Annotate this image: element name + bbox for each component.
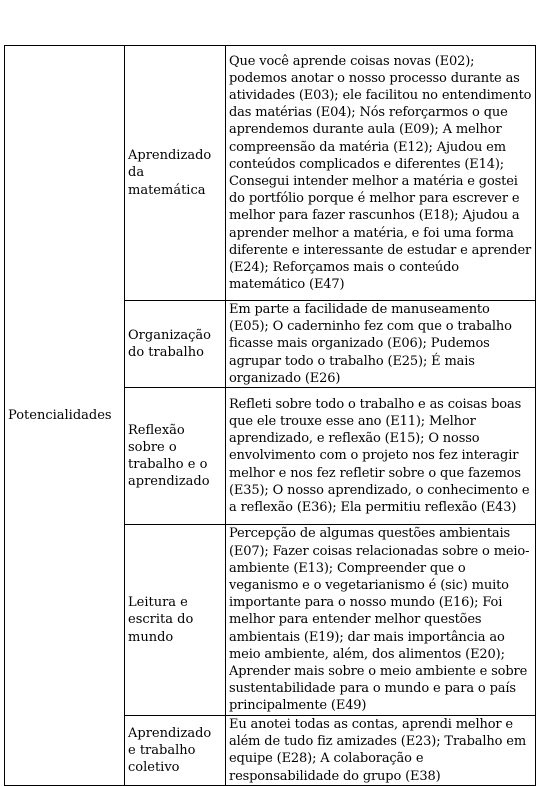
- description-text: Refleti sobre todo o trabalho e as coisas boas que ele trouxe esse ano (E11); Melhor aprendizado, e reflexão (E15); O nosso envolvimento com o projeto nos fez interagir melhor e nos fez refletir sobre o que fazemos (E35); O nosso aprendizado, o conhecimento e a reflexão (E36); Ela permitiu reflexão (E43): [229, 396, 530, 516]
- description-cell: [226, 46, 536, 301]
- description-text: Eu anotei todas as contas, aprendi melhor e além de tudo fiz amizades (E23); Trabalho em equipe (E28); A colaboração e responsabilidade do grupo (E38): [229, 717, 526, 784]
- description-text: Que você aprende coisas novas (E02); podemos anotar o nosso processo durante as atividades (E03); ele facilitou no entendimento das matérias (E04); Nós reforçarmos o que aprendemos durante aula (E09); A melhor compreensão da matéria (E12); Ajudou em conteúdos complicados e diferentes (E14); Consegui intender melhor a matéria e gostei do portfólio porque é melhor para escrever e melhor para fazer rascunhos (E18); Ajudou a aprender melhor a matéria, e foi uma forma diferente e interessante de estudar e aprender (E24); Reforçamos mais o conteúdo matemático (E47): [229, 53, 532, 293]
- description-cell: [226, 716, 536, 786]
- potentialities-table: [4, 45, 536, 786]
- subcategory-cell: [125, 716, 226, 786]
- description-text: Em parte a facilidade de manuseamento (E05); O caderninho fez com que o trabalho ficasse mais organizado (E06); Pudemos agrupar todo o trabalho (E25); É mais organizado (E26): [229, 302, 512, 386]
- subcategory-cell: [125, 388, 226, 525]
- description-cell: [226, 525, 536, 716]
- category-cell: Potencialidades: [5, 46, 125, 786]
- subcategory-label: Reflexão sobre o trabalho e o aprendizado: [128, 422, 210, 490]
- subcategory-cell: [125, 301, 226, 388]
- subcategory-cell: [125, 46, 226, 301]
- subcategory-label: Aprendizado e trabalho coletivo: [128, 725, 212, 776]
- description-cell: [226, 388, 536, 525]
- description-text: Percepção de algumas questões ambientais (E07); Fazer coisas relacionadas sobre o meio-ambiente (E13); Compreender que o veganismo e o vegetarianismo é (sic) muito importante para o nosso mundo (E16); Foi melhor para entender melhor questões ambientais (E19); dar mais importância ao meio ambiente, além, dos alimentos (E20); Aprender mais sobre o meio ambiente e sobre sustentabilidade para o mundo e para o país principalmente (E49): [229, 526, 530, 714]
- subcategory-cell: [125, 525, 226, 716]
- subcategory-label: Aprendizado da matemática: [128, 148, 212, 198]
- description-cell: [226, 301, 536, 388]
- table-row: [5, 46, 536, 301]
- subcategory-label: Leitura e escrita do mundo: [128, 595, 194, 645]
- subcategory-label: Organização do trabalho: [128, 327, 211, 360]
